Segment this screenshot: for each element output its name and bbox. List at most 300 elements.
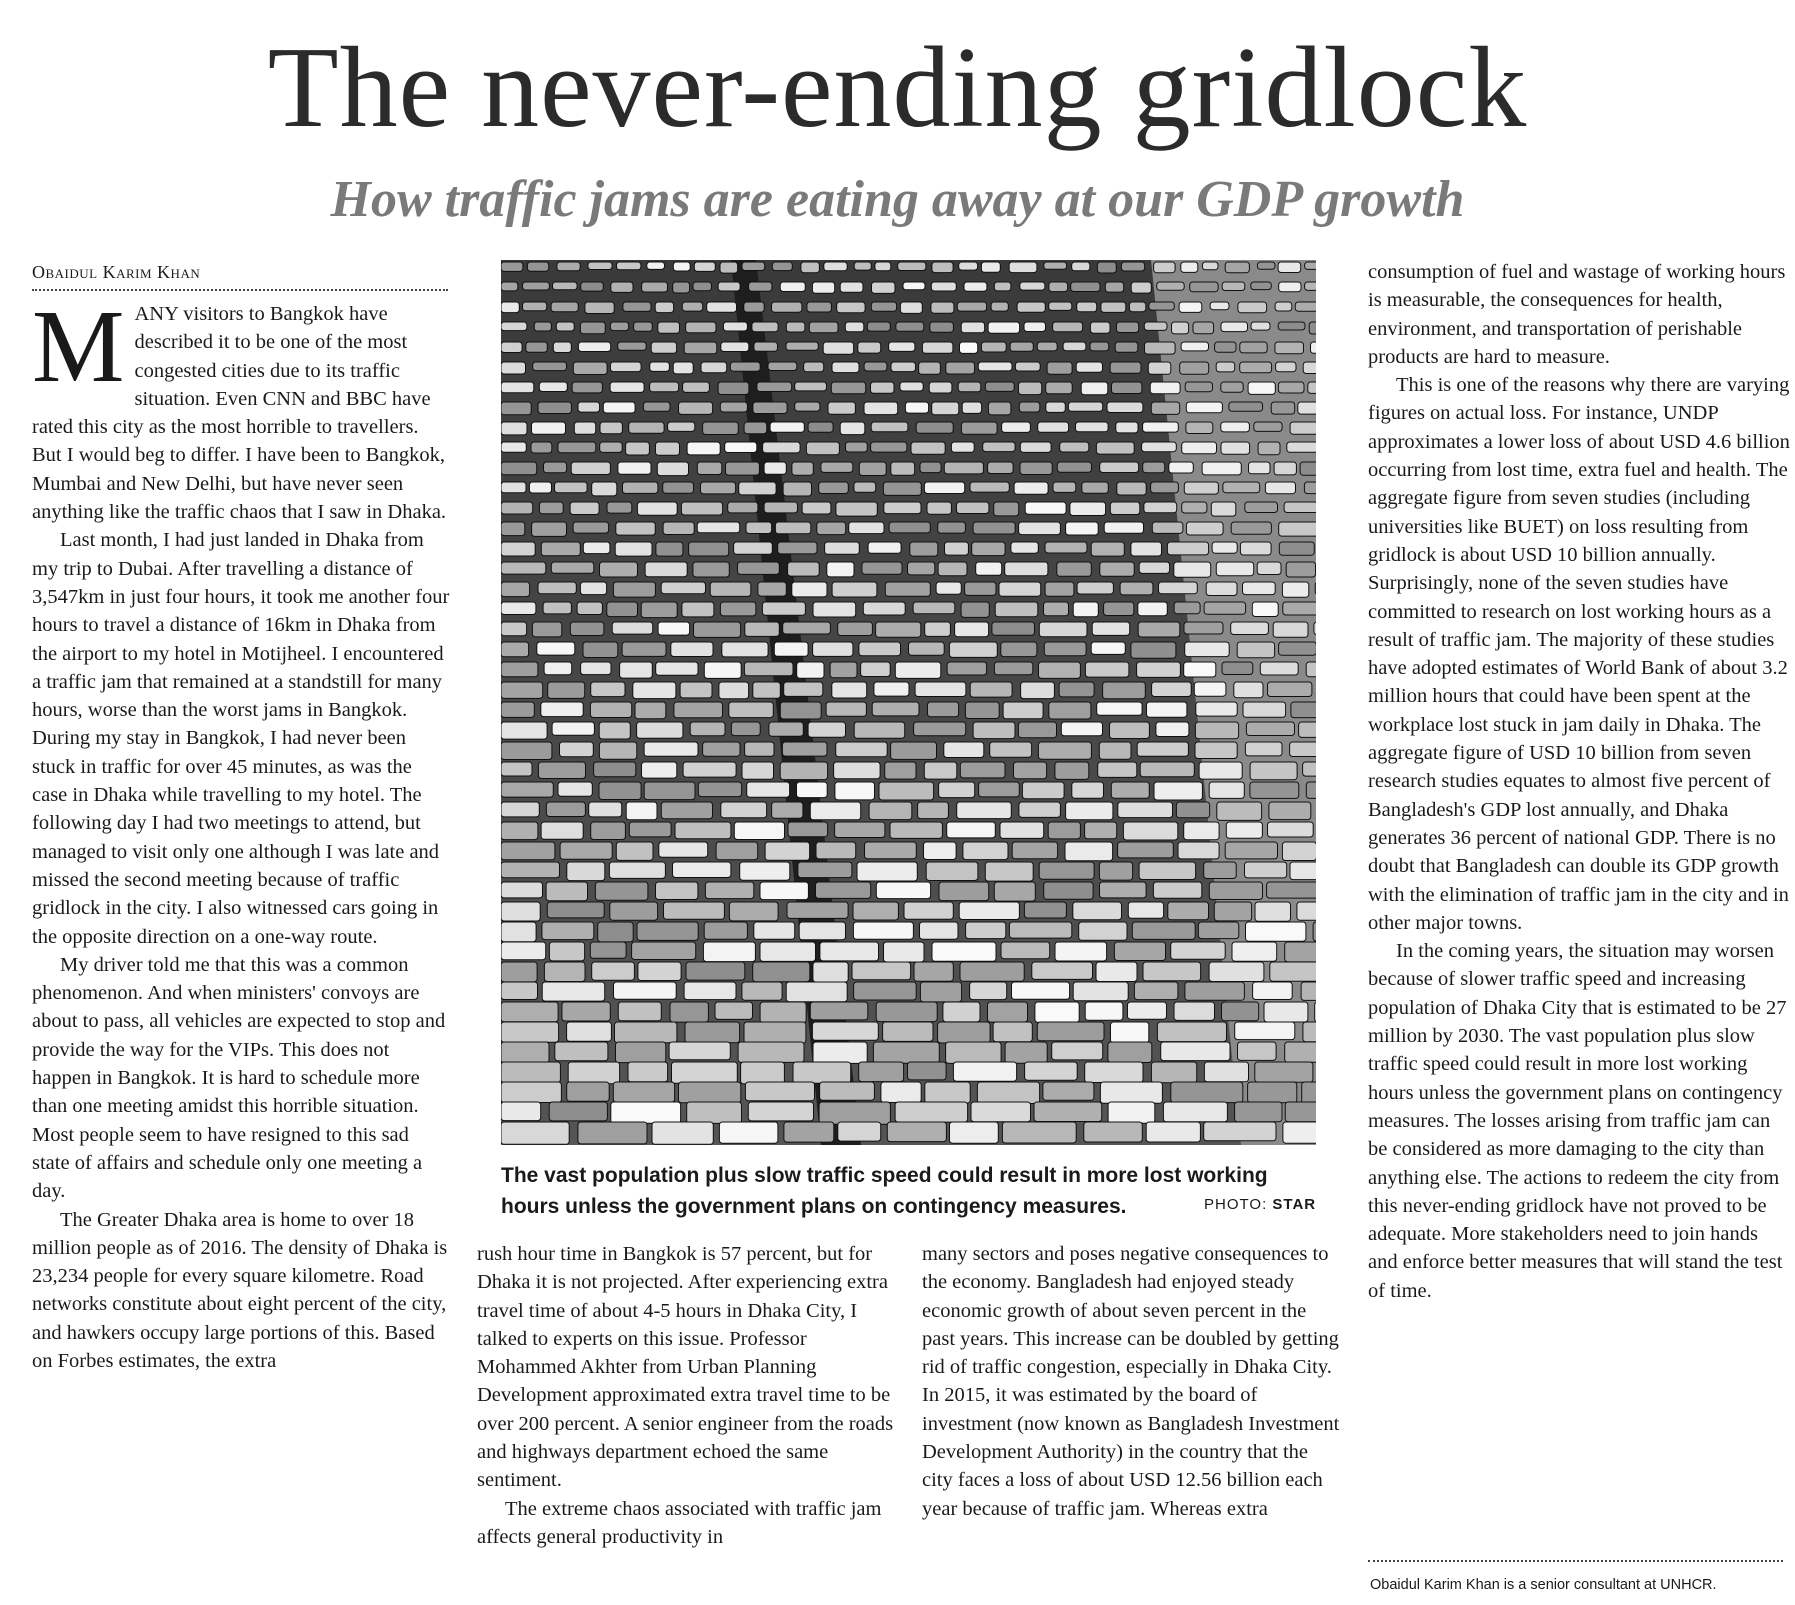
vehicle-shape: [763, 442, 801, 453]
vehicle-shape: [719, 1122, 778, 1143]
vehicle-shape: [1111, 1022, 1149, 1043]
vehicle-shape: [656, 442, 680, 455]
vehicle-shape: [836, 502, 877, 516]
vehicle-shape: [740, 862, 790, 880]
vehicle-shape: [1151, 1062, 1196, 1083]
vehicle-shape: [891, 362, 916, 372]
vehicle-shape: [610, 382, 644, 392]
vehicle-shape: [1174, 562, 1211, 577]
vehicle-shape: [1043, 1082, 1094, 1100]
vehicle-shape: [932, 402, 959, 415]
vehicle-shape: [1199, 762, 1242, 779]
paragraph: This is one of the reasons why there are varying figures on actual loss. For instance, UNDP approximates a lower loss of about USD 4.6 billion occurring from lost time, extra fuel and health. The aggregate figure from seven studies (including universities like BUET) on loss resulting from gridlock is about USD 10 billion annually. Surprisingly, none of the seven studies have committed to research on lost working hours as a result of traffic jam. The majority of these studies have adopted estimates of World Bank of about 3.2 million hours that could have been spent at the workplace lost stuck in jam daily in Dhaka. The aggregate figure of USD 10 billion from seven research studies equates to almost five percent of Bangladesh's GDP lost annually, and Dhaka generates 36 percent of national GDP. There is no doubt that Bangladesh can double its GDP growth with the elimination of traffic jam in the city and in other major towns.: [1368, 374, 1790, 934]
vehicle-shape: [795, 382, 827, 391]
vehicle-shape: [1147, 702, 1187, 717]
vehicle-shape: [1234, 682, 1263, 698]
vehicle-shape: [581, 662, 611, 675]
vehicle-shape: [501, 902, 540, 921]
vehicle-shape: [1151, 402, 1179, 414]
vehicle-shape: [1282, 582, 1308, 597]
vehicle-shape: [578, 402, 600, 412]
vehicle-shape: [963, 842, 1008, 860]
vehicle-shape: [501, 742, 552, 760]
vehicle-shape: [616, 1042, 666, 1063]
vehicle-shape: [1002, 1122, 1076, 1143]
vehicle-shape: [690, 722, 725, 736]
vehicle-shape: [772, 802, 803, 818]
paragraph: MANY visitors to Bangkok have described it to be one of the most congested cities due to its traffic situation. Even CNN and BBC have rated this city as the most horrible to travellers. But I would beg to differ. I have been to Bangkok, Mumbai and New Delhi, but have never seen anything like the traffic chaos that I saw in Dhaka.: [32, 289, 447, 524]
vehicle-shape: [1278, 382, 1304, 393]
vehicle-shape: [900, 382, 923, 391]
vehicle-shape: [854, 262, 871, 270]
vehicle-shape: [950, 1122, 999, 1143]
photo-credit-prefix: PHOTO:: [1204, 1196, 1268, 1213]
vehicle-shape: [1268, 682, 1312, 697]
vehicle-shape: [905, 402, 928, 413]
vehicle-shape: [618, 462, 651, 474]
vehicle-shape: [1157, 282, 1185, 290]
vehicle-shape: [1195, 742, 1237, 759]
vehicle-shape: [1123, 822, 1177, 840]
vehicle-shape: [658, 622, 690, 635]
vehicle-shape: [1204, 1122, 1276, 1141]
vehicle-shape: [919, 362, 941, 374]
vehicle-shape: [669, 1042, 730, 1060]
vehicle-shape: [744, 662, 793, 676]
vehicle-shape: [1049, 282, 1068, 292]
vehicle-shape: [1085, 1002, 1123, 1020]
vehicle-shape: [1255, 1062, 1313, 1082]
vehicle-shape: [729, 702, 774, 718]
vehicle-shape: [650, 382, 679, 392]
vehicle-shape: [816, 882, 871, 898]
vehicle-shape: [1079, 922, 1127, 940]
vehicle-shape: [611, 282, 633, 292]
vehicle-shape: [538, 402, 571, 414]
vehicle-shape: [599, 782, 641, 800]
vehicle-shape: [1073, 602, 1098, 617]
vehicle-shape: [538, 762, 585, 779]
vehicle-shape: [734, 822, 784, 840]
vehicle-shape: [1202, 462, 1241, 475]
vehicle-shape: [957, 802, 1012, 819]
vehicle-shape: [673, 262, 690, 271]
vehicle-shape: [938, 562, 967, 576]
vehicle-shape: [745, 1082, 814, 1101]
vehicle-shape: [1039, 862, 1094, 879]
vehicle-shape: [683, 382, 710, 392]
article-column-3: [922, 1240, 1342, 1523]
vehicle-shape: [674, 702, 723, 718]
vehicle-shape: [994, 282, 1011, 291]
vehicle-shape: [810, 802, 860, 820]
vehicle-shape: [585, 302, 614, 314]
vehicle-shape: [775, 522, 810, 534]
vehicle-shape: [544, 462, 567, 473]
vehicle-shape: [753, 402, 787, 414]
vehicle-shape: [1222, 282, 1245, 291]
vehicle-shape: [1185, 382, 1212, 392]
vehicle-shape: [1229, 402, 1263, 411]
vehicle-shape: [1308, 382, 1316, 393]
vehicle-shape: [858, 342, 881, 353]
vehicle-shape: [656, 882, 698, 900]
vehicle-shape: [738, 562, 780, 574]
vehicle-shape: [501, 462, 537, 475]
vehicle-shape: [501, 882, 543, 898]
vehicle-shape: [1005, 562, 1048, 576]
vehicle-shape: [679, 1082, 741, 1103]
vehicle-shape: [694, 622, 741, 637]
vehicle-shape: [1240, 542, 1271, 555]
vehicle-shape: [1117, 482, 1146, 495]
vehicle-shape: [1285, 1102, 1316, 1122]
vehicle-shape: [1049, 302, 1072, 310]
vehicle-shape: [783, 622, 831, 634]
vehicle-shape: [1053, 482, 1076, 492]
vehicle-shape: [891, 462, 915, 475]
vehicle-shape: [1055, 942, 1107, 961]
vehicle-shape: [704, 922, 747, 939]
vehicle-shape: [1044, 642, 1086, 656]
vehicle-shape: [992, 622, 1035, 635]
vehicle-shape: [918, 802, 949, 819]
vehicle-shape: [1226, 822, 1262, 838]
vehicle-shape: [1248, 1082, 1297, 1103]
vehicle-shape: [689, 542, 729, 556]
vehicle-shape: [687, 1102, 742, 1123]
vehicle-shape: [1279, 282, 1301, 292]
vehicle-shape: [1121, 262, 1144, 271]
vehicle-shape: [1269, 802, 1311, 820]
vehicle-shape: [1216, 562, 1253, 576]
vehicle-shape: [988, 322, 1020, 333]
vehicle-shape: [722, 642, 768, 657]
vehicle-shape: [570, 502, 599, 515]
vehicle-shape: [1251, 322, 1270, 330]
vehicle-shape: [1210, 302, 1229, 310]
vehicle-shape: [857, 862, 917, 881]
vehicle-shape: [854, 722, 905, 738]
vehicle-shape: [823, 342, 853, 354]
vehicle-shape: [838, 622, 873, 636]
vehicle-shape: [1105, 282, 1123, 292]
vehicle-shape: [623, 482, 658, 493]
vehicle-shape: [501, 422, 527, 435]
vehicle-shape: [642, 282, 668, 292]
vehicle-shape: [832, 582, 877, 597]
vehicle-shape: [641, 602, 677, 618]
vehicle-shape: [600, 422, 622, 434]
vehicle-shape: [964, 282, 987, 291]
vehicle-shape: [1020, 462, 1052, 475]
vehicle-shape: [812, 1022, 878, 1040]
vehicle-shape: [871, 422, 908, 432]
vehicle-shape: [838, 1122, 881, 1141]
vehicle-shape: [1103, 682, 1146, 699]
vehicle-shape: [673, 282, 690, 293]
vehicle-shape: [1186, 402, 1222, 413]
vehicle-shape: [820, 942, 879, 961]
vehicle-shape: [957, 302, 986, 311]
vehicle-shape: [629, 822, 671, 837]
vehicle-shape: [994, 502, 1019, 516]
vehicle-shape: [816, 842, 856, 859]
vehicle-shape: [501, 342, 522, 353]
vehicle-shape: [920, 982, 961, 1002]
vehicle-shape: [1048, 822, 1080, 839]
vehicle-shape: [786, 322, 805, 332]
vehicle-shape: [994, 662, 1032, 675]
vehicle-shape: [1114, 942, 1165, 961]
vehicle-shape: [647, 262, 665, 269]
vehicle-shape: [931, 302, 954, 313]
vehicle-shape: [501, 782, 553, 797]
vehicle-shape: [592, 482, 617, 496]
vehicle-shape: [741, 1062, 785, 1084]
vehicle-shape: [1258, 442, 1280, 455]
vehicle-shape: [884, 502, 921, 514]
vehicle-shape: [1082, 482, 1109, 493]
vehicle-shape: [683, 762, 736, 777]
vehicle-shape: [770, 422, 804, 432]
vehicle-shape: [611, 1102, 681, 1123]
vehicle-shape: [1212, 542, 1237, 553]
vehicle-shape: [655, 302, 673, 313]
vehicle-shape: [782, 742, 827, 756]
vehicle-shape: [537, 642, 575, 655]
vehicle-shape: [679, 402, 713, 414]
vehicle-shape: [1245, 742, 1282, 756]
vehicle-shape: [1184, 822, 1219, 840]
vehicle-shape: [501, 642, 529, 657]
vehicle-shape: [633, 682, 676, 699]
vehicle-shape: [895, 662, 941, 678]
vehicle-shape: [1295, 302, 1316, 311]
vehicle-shape: [1253, 982, 1293, 1000]
vehicle-shape: [1065, 842, 1113, 861]
photo-caption: The vast population plus slow traffic speed could result in more lost working hours unless the government plans on contingency measures.: [501, 1164, 1268, 1218]
vehicle-shape: [774, 642, 808, 656]
vehicle-shape: [707, 302, 737, 312]
vehicle-shape: [876, 622, 921, 637]
vehicle-shape: [1150, 382, 1180, 394]
vehicle-shape: [995, 602, 1038, 617]
vehicle-shape: [501, 482, 526, 493]
vehicle-shape: [523, 302, 547, 311]
vehicle-shape: [626, 442, 650, 455]
vehicle-shape: [752, 322, 778, 332]
vehicle-shape: [541, 702, 583, 717]
vehicle-shape: [1017, 302, 1045, 312]
vehicle-shape: [959, 902, 1019, 920]
vehicle-shape: [670, 1002, 708, 1022]
vehicle-shape: [1245, 862, 1287, 878]
vehicle-shape: [939, 882, 989, 901]
vehicle-shape: [1180, 362, 1209, 374]
vehicle-shape: [555, 482, 588, 493]
vehicle-shape: [1211, 502, 1236, 516]
vehicle-shape: [862, 562, 902, 574]
vehicle-shape: [874, 682, 909, 696]
vehicle-shape: [742, 982, 782, 1000]
vehicle-shape: [957, 502, 989, 514]
vehicle-shape: [1221, 422, 1250, 432]
vehicle-shape: [1250, 782, 1299, 798]
vehicle-shape: [744, 1022, 806, 1043]
vehicle-shape: [673, 862, 731, 878]
vehicle-shape: [951, 442, 974, 452]
vehicle-shape: [1238, 1042, 1277, 1060]
vehicle-shape: [807, 302, 832, 312]
vehicle-shape: [961, 602, 989, 617]
vehicle-shape: [622, 642, 666, 656]
vehicle-shape: [760, 942, 816, 961]
vehicle-shape: [1104, 522, 1143, 533]
vehicle-shape: [1032, 962, 1093, 979]
vehicle-shape: [1099, 862, 1132, 880]
vehicle-shape: [580, 322, 605, 334]
vehicle-shape: [896, 322, 924, 331]
vehicle-shape: [749, 282, 772, 291]
vehicle-shape: [1072, 262, 1090, 271]
vehicle-shape: [1221, 322, 1248, 332]
vehicle-shape: [501, 1122, 569, 1144]
vehicle-shape: [1132, 922, 1195, 939]
vehicle-shape: [788, 562, 820, 576]
vehicle-shape: [1185, 642, 1230, 657]
vehicle-shape: [1254, 422, 1282, 431]
vehicle-shape: [1097, 262, 1116, 273]
vehicle-shape: [1152, 682, 1192, 697]
vehicle-shape: [985, 862, 1033, 881]
vehicle-shape: [925, 1082, 970, 1103]
vehicle-shape: [615, 1022, 677, 1043]
vehicle-shape: [697, 522, 740, 533]
vehicle-shape: [577, 602, 602, 615]
vehicle-shape: [1085, 822, 1117, 839]
vehicle-shape: [698, 782, 741, 797]
vehicle-shape: [924, 482, 964, 494]
vehicle-shape: [911, 442, 945, 454]
vehicle-shape: [1134, 982, 1178, 1000]
vehicle-shape: [539, 502, 563, 514]
vehicle-shape: [1275, 302, 1292, 311]
vehicle-shape: [1154, 782, 1202, 800]
vehicle-shape: [613, 1082, 674, 1102]
vehicle-shape: [567, 1082, 610, 1101]
vehicle-shape: [1248, 382, 1275, 394]
vehicle-shape: [590, 942, 626, 958]
vehicle-shape: [501, 442, 526, 452]
vehicle-shape: [1305, 282, 1316, 290]
vehicle-shape: [1222, 662, 1253, 675]
vehicle-shape: [1003, 702, 1043, 719]
vehicle-shape: [760, 882, 808, 900]
vehicle-shape: [1181, 342, 1208, 351]
vehicle-shape: [983, 442, 1015, 452]
vehicle-shape: [887, 1122, 946, 1142]
vehicle-shape: [965, 702, 999, 719]
vehicle-shape: [772, 262, 792, 271]
vehicle-shape: [610, 322, 628, 331]
vehicle-shape: [1225, 842, 1277, 859]
vehicle-shape: [1303, 362, 1316, 374]
vehicle-shape: [726, 462, 760, 475]
subheadline: How traffic jams are eating away at our GDP growth: [330, 171, 1465, 228]
vehicle-shape: [835, 822, 885, 838]
vehicle-shape: [1019, 802, 1061, 817]
vehicle-shape: [1098, 762, 1137, 777]
vehicle-shape: [501, 562, 546, 574]
vehicle-shape: [1237, 642, 1274, 658]
vehicle-shape: [501, 822, 538, 840]
vehicle-shape: [1129, 302, 1145, 312]
vehicle-shape: [652, 1122, 713, 1144]
vehicle-shape: [609, 862, 665, 878]
vehicle-shape: [675, 822, 731, 839]
vehicle-shape: [746, 522, 772, 534]
vehicle-shape: [532, 422, 566, 434]
vehicle-shape: [849, 522, 884, 534]
vehicle-shape: [1209, 962, 1264, 982]
vehicle-shape: [970, 982, 1007, 1000]
vehicle-shape: [1240, 342, 1267, 353]
vehicle-shape: [1186, 522, 1223, 535]
vehicle-shape: [955, 622, 989, 637]
vehicle-shape: [1304, 482, 1316, 494]
vehicle-shape: [938, 522, 966, 533]
vehicle-shape: [1019, 382, 1042, 395]
vehicle-shape: [819, 1102, 890, 1124]
vehicle-shape: [1039, 622, 1087, 637]
vehicle-shape: [845, 322, 864, 332]
vehicle-shape: [854, 482, 876, 492]
vehicle-shape: [567, 862, 605, 881]
vehicle-shape: [672, 1062, 738, 1083]
paragraph: The Greater Dhaka area is home to over 18 million people as of 2016. The density of Dhaka is 23,234 people for every square kilometre. Road networks constitute about eight percent of the city, and hawkers occupy large portions of this. Based on Forbes estimates, the extra: [32, 1208, 448, 1372]
vehicle-shape: [531, 442, 552, 453]
vehicle-shape: [810, 1002, 868, 1020]
vehicle-shape: [936, 582, 961, 594]
vehicle-shape: [1235, 1022, 1295, 1040]
vehicle-shape: [879, 782, 934, 800]
vehicle-shape: [738, 1042, 804, 1062]
vehicle-shape: [1302, 1082, 1316, 1104]
vehicle-shape: [1303, 762, 1316, 776]
vehicle-shape: [1291, 702, 1316, 718]
vehicle-shape: [659, 842, 708, 857]
vehicle-shape: [1131, 542, 1162, 556]
vehicle-shape: [1151, 482, 1179, 493]
vehicle-shape: [1118, 802, 1173, 818]
vehicle-shape: [1015, 362, 1040, 371]
vehicle-shape: [715, 1002, 753, 1019]
vehicle-shape: [1193, 322, 1214, 334]
vehicle-shape: [718, 382, 749, 395]
vehicle-shape: [681, 502, 722, 515]
vehicle-shape: [885, 762, 916, 779]
vehicle-shape: [1045, 542, 1087, 553]
vehicle-shape: [529, 482, 551, 493]
vehicle-shape: [792, 582, 827, 597]
vehicle-shape: [1072, 782, 1104, 798]
vehicle-shape: [721, 802, 767, 818]
vehicle-shape: [595, 882, 648, 900]
vehicle-shape: [637, 922, 698, 940]
vehicle-shape: [501, 1002, 558, 1022]
vehicle-shape: [747, 782, 790, 797]
